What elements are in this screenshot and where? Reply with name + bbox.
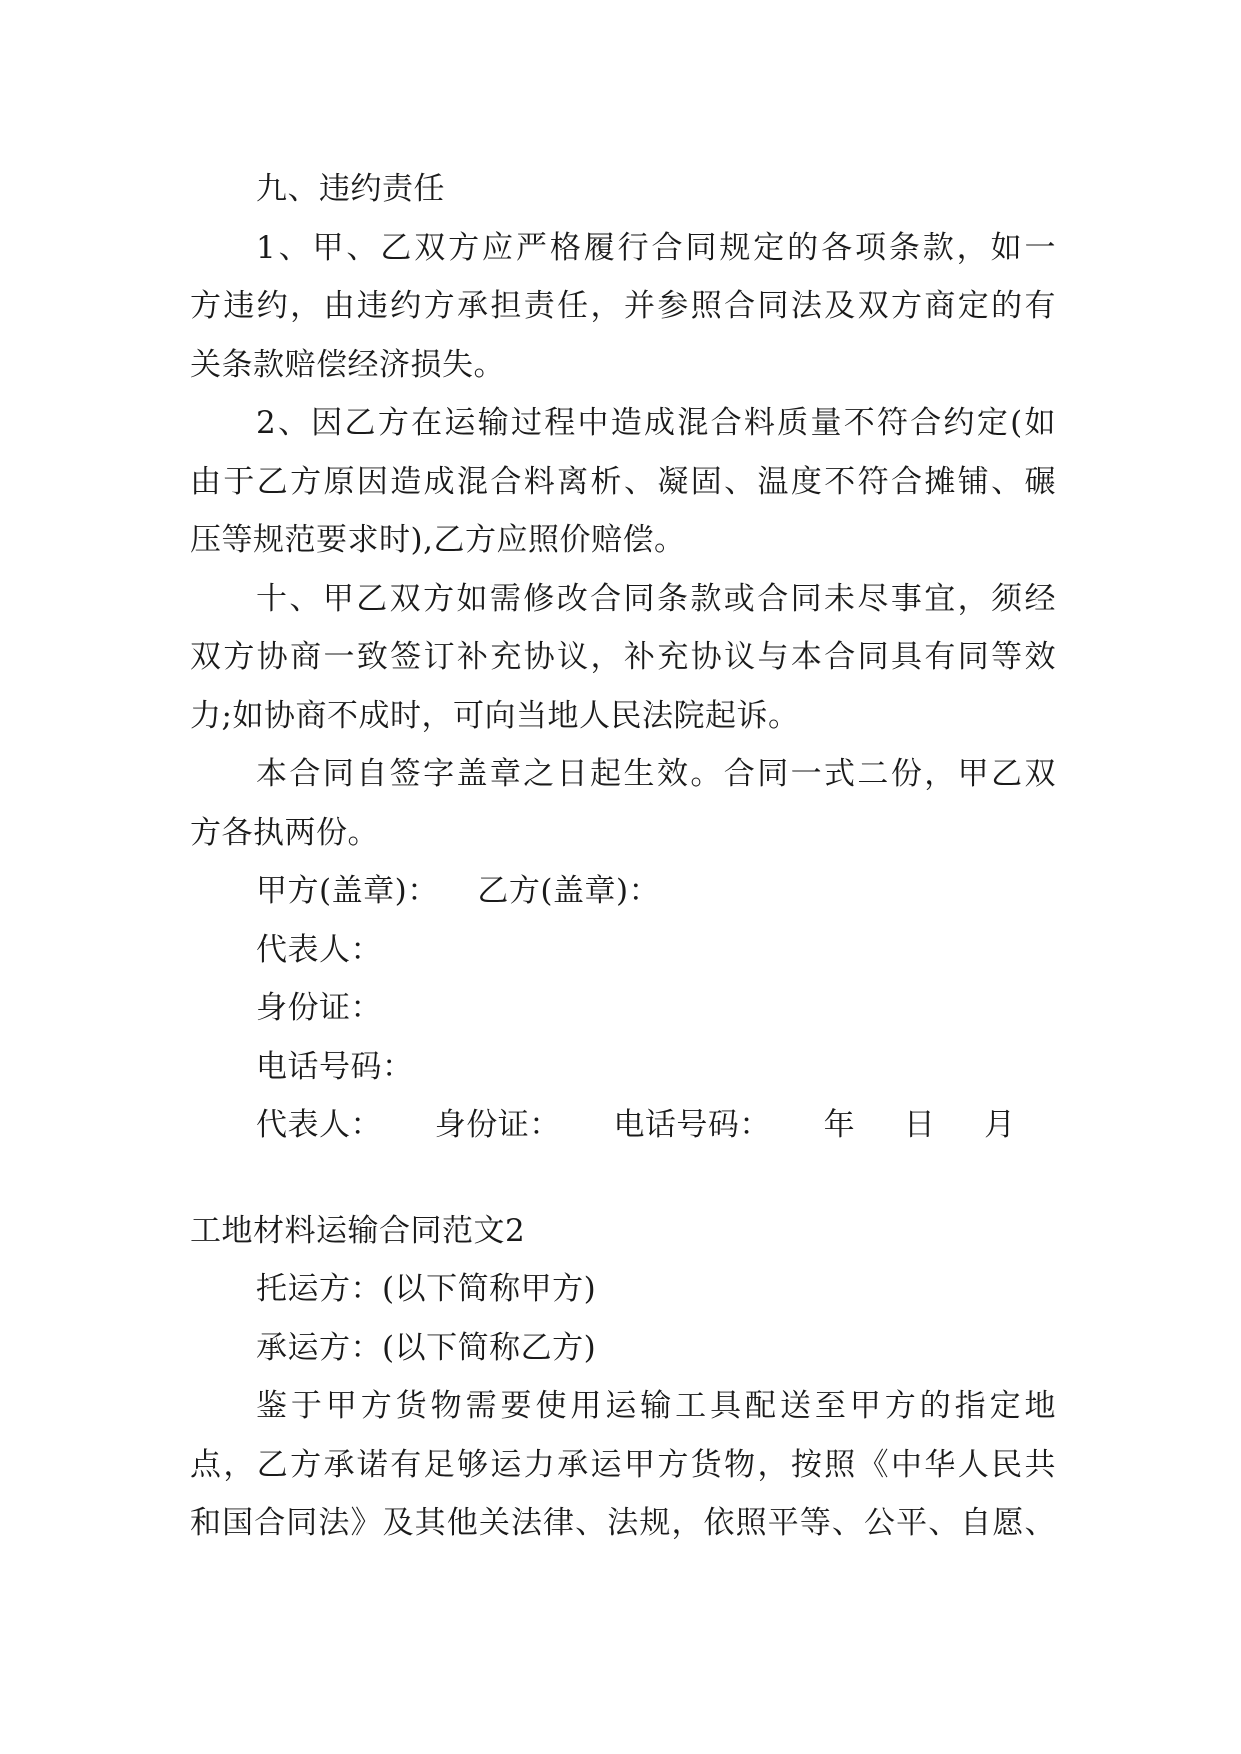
paragraph-line: 点，乙方承诺有足够运力承运甲方货物，按照《中华人民共 bbox=[190, 1446, 1056, 1483]
carrier-line: 承运方：(以下简称乙方) bbox=[256, 1329, 597, 1366]
day-label: 日 bbox=[903, 1107, 936, 1143]
paragraph-line: 2、因乙方在运输过程中造成混合料质量不符合约定(如 bbox=[256, 405, 1056, 441]
paragraph-line: 由于乙方原因造成混合料离析、凝固、温度不符合摊铺、碾 bbox=[190, 463, 1056, 500]
party-seal-line bbox=[190, 862, 1056, 921]
paragraph-line: 鉴于甲方货物需要使用运输工具配送至甲方的指定地 bbox=[256, 1388, 1056, 1424]
section-heading: 九、违约责任 bbox=[256, 171, 445, 207]
paragraph-line: 本合同自签字盖章之日起生效。合同一式二份，甲乙双 bbox=[256, 756, 1056, 792]
consignor-line: 托运方：(以下简称甲方) bbox=[256, 1271, 597, 1307]
paragraph-line: 压等规范要求时),乙方应照价赔偿。 bbox=[190, 522, 686, 558]
effective-clause bbox=[190, 745, 1056, 862]
phone-label: 电话号码： bbox=[256, 1048, 414, 1085]
party-b-seal-label: 乙方(盖章)： bbox=[477, 873, 661, 909]
paragraph-line: 双方协商一致签订补充协议，补充协议与本合同具有同等效 bbox=[190, 639, 1056, 675]
preamble bbox=[190, 1377, 1056, 1553]
representative-label: 代表人： bbox=[256, 1107, 382, 1143]
clause-2 bbox=[190, 394, 1056, 570]
contract-2-title: 工地材料运输合同范文2 bbox=[190, 1212, 526, 1249]
paragraph-line: 方违约，由违约方承担责任，并参照合同法及双方商定的有 bbox=[190, 288, 1056, 324]
signature-row bbox=[190, 1096, 1056, 1155]
document-page bbox=[190, 160, 1056, 1553]
id-card-label: 身份证： bbox=[256, 990, 382, 1026]
section-10 bbox=[190, 570, 1056, 746]
paragraph-line: 关条款赔偿经济损失。 bbox=[190, 346, 505, 383]
id-card-label: 身份证： bbox=[434, 1107, 561, 1143]
representative-label: 代表人： bbox=[256, 931, 382, 968]
paragraph-line: 力;如协商不成时，可向当地人民法院起诉。 bbox=[190, 697, 800, 734]
section-gap bbox=[190, 1155, 1056, 1202]
month-label: 月 bbox=[984, 1107, 1016, 1143]
clause-1 bbox=[190, 219, 1056, 395]
paragraph-line: 和国合同法》及其他关法律、法规，依照平等、公平、自愿、 bbox=[190, 1505, 1056, 1541]
party-a-seal-label: 甲方(盖章)： bbox=[256, 873, 439, 909]
phone-label: 电话号码： bbox=[613, 1107, 771, 1143]
paragraph-line: 十、甲乙双方如需修改合同条款或合同未尽事宜，须经 bbox=[256, 580, 1056, 617]
paragraph-line: 方各执两份。 bbox=[190, 814, 379, 851]
year-label: 年 bbox=[823, 1107, 856, 1143]
paragraph-line: 1、甲、乙双方应严格履行合同规定的各项条款，如一 bbox=[256, 229, 1056, 266]
